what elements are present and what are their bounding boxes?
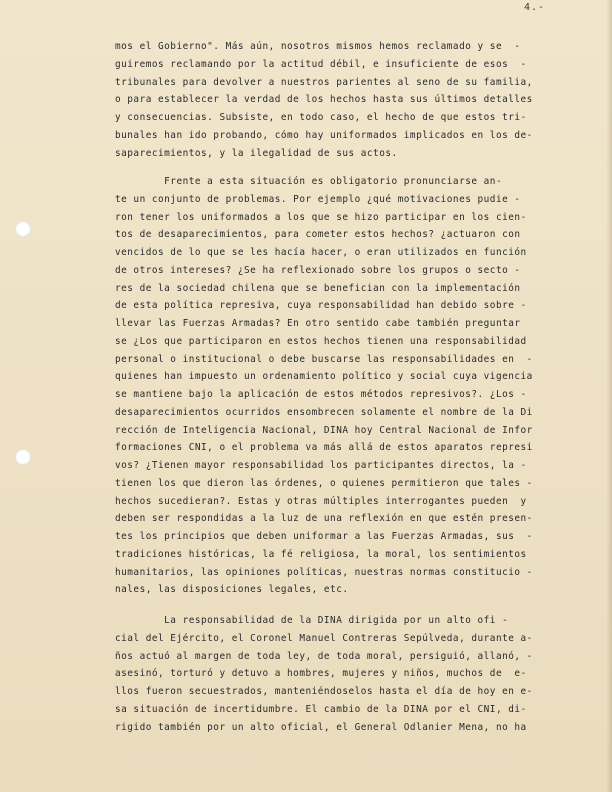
text-line: bunales han ido probando, cómo hay uniformados implicados en los de- xyxy=(115,129,533,141)
text-line: de otros intereses? ¿Se ha reflexionado sobre los grupos o secto - xyxy=(115,264,521,276)
page-number: 4.- xyxy=(524,2,546,13)
text-line: humanitarios, las opiniones políticas, nuestras normas constitucio - xyxy=(115,566,533,578)
text-line: rección de Inteligencia Nacional, DINA hoy Central Nacional de Infor xyxy=(115,424,533,436)
text-line: saparecimientos, y la ilegalidad de sus actos. xyxy=(115,147,398,159)
text-line: llos fueron secuestrados, manteniéndoselos hasta el día de hoy en e- xyxy=(115,686,533,697)
text-line: asesinó, torturó y detuvo a hombres, mujeres y niños, muchos de e- xyxy=(115,668,527,680)
page-edge-shadow xyxy=(606,0,612,792)
text-line: cial del Ejército, el Coronel Manuel Contreras Sepúlveda, durante a- xyxy=(115,632,533,644)
text-line: Frente a esta situación es obligatorio pronunciarse an- xyxy=(115,176,503,187)
text-line: tienen los que dieron las órdenes, o quienes permitieron que tales - xyxy=(115,477,533,489)
text-line: se mantiene bajo la aplicación de estos métodos represivos?. ¿Los - xyxy=(115,389,527,400)
text-line: personal o institucional o debe buscarse las responsabilidades en - xyxy=(115,353,533,365)
text-line: vencidos de lo que se les hacía hacer, o eran utilizados en función xyxy=(115,247,527,258)
text-line: o para establecer la verdad de los hechos hasta sus últimos detalles xyxy=(115,94,533,106)
text-line: La responsabilidad de la DINA dirigida por un alto ofi - xyxy=(115,615,509,626)
text-line: tribunales para devolver a nuestros parientes al seno de su familia, xyxy=(115,76,533,88)
punch-hole xyxy=(15,449,31,465)
paragraph-3 xyxy=(115,612,557,736)
text-line: tos de desaparecimientos, para cometer estos hechos? ¿actuaron con xyxy=(115,229,521,241)
text-line: rigido también por un alto oficial, el General Odlanier Mena, no ha xyxy=(115,721,527,733)
text-line: ron tener los uniformados a los que se hizo participar en los cien- xyxy=(115,211,527,223)
text-line: vos? ¿Tienen mayor responsabilidad los participantes directos, la - xyxy=(115,460,527,471)
text-line: hechos sucedieran?. Estas y otras múltiples interrogantes pueden y xyxy=(115,495,527,507)
punch-hole xyxy=(15,221,31,237)
paragraph-1 xyxy=(115,38,557,162)
text-line: sa situación de incertidumbre. El cambio de la DINA por el CNI, di- xyxy=(115,703,527,715)
text-line: y consecuencias. Subsiste, en todo caso, el hecho de que estos tri- xyxy=(115,112,527,123)
text-line: llevar las Fuerzas Armadas? En otro sentido cabe también preguntar xyxy=(115,318,521,329)
text-line: ños actuó al margen de toda ley, de toda moral, persiguió, allanó, - xyxy=(115,650,533,662)
text-line: guiremos reclamando por la actitud débil, e insuficiente de esos - xyxy=(115,58,527,70)
text-line: tradiciones históricas, la fé religiosa, la moral, los sentimientos xyxy=(115,548,527,560)
text-line: desaparecimientos ocurridos ensombrecen solamente el nombre de la Di xyxy=(115,406,533,418)
text-line: te un conjunto de problemas. Por ejemplo ¿qué motivaciones pudie - xyxy=(115,193,521,205)
text-line: mos el Gobierno". Más aún, nosotros mismos hemos reclamado y se - xyxy=(115,41,521,52)
text-line: deben ser respondidas a la luz de una reflexión en que estén presen- xyxy=(115,513,533,525)
text-line: tes los principios que deben uniformar a las Fuerzas Armadas, sus - xyxy=(115,531,533,542)
text-line: nales, las disposiciones legales, etc. xyxy=(115,584,349,596)
paragraph-2 xyxy=(115,173,557,599)
text-line: res de la sociedad chilena que se benefician con la implementación xyxy=(115,282,521,294)
text-line: quienes han impuesto un ordenamiento político y social cuya vigencia xyxy=(115,371,533,383)
text-line: se ¿Los que participaron en estos hechos tienen una responsabilidad xyxy=(115,335,527,347)
text-line: formaciones CNI, o el problema va más allá de estos aparatos represi xyxy=(115,442,533,454)
text-line: de esta política represiva, cuya responsabilidad han debido sobre - xyxy=(115,300,527,312)
